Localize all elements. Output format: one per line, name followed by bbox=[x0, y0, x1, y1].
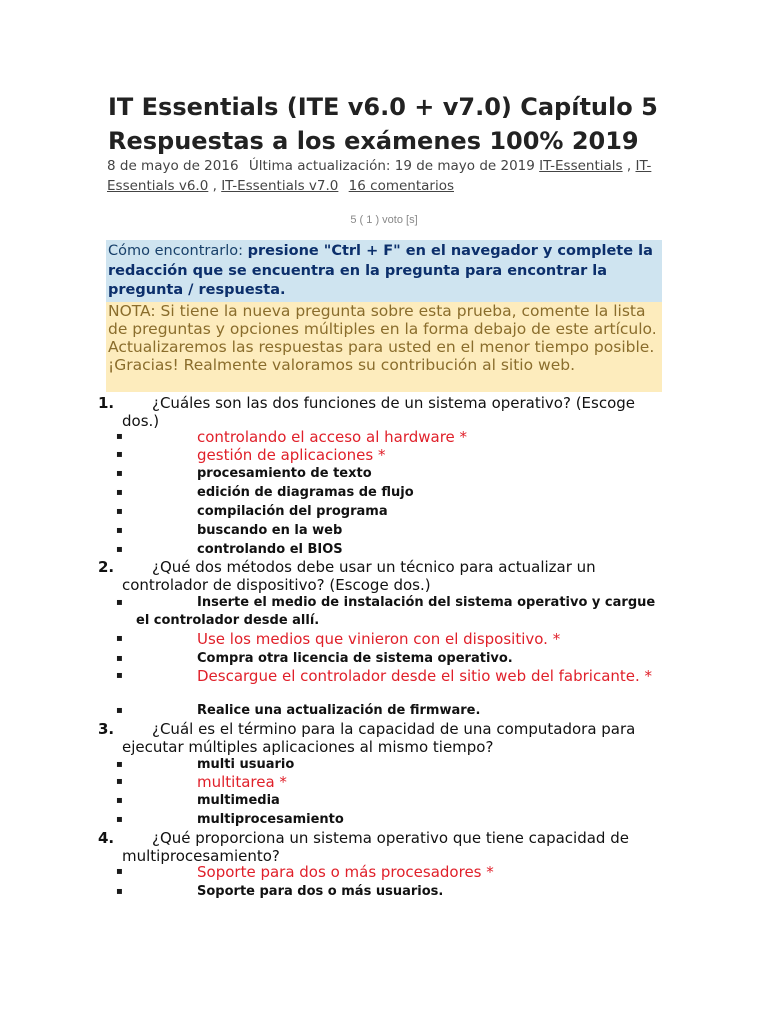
answer-option: ▪ Inserte el medio de instalación del sistema operativo y cargue el controlador desde allí. bbox=[116, 595, 656, 628]
find-instructions-text: presione "Ctrl + F" en el navegador y complete la redacción que se encuentra en la pregunta para encontrar la pregunta / respuesta. bbox=[108, 243, 653, 298]
category-link-it-essentials[interactable]: IT-Essentials bbox=[539, 158, 623, 174]
answer-option: ▪ Realice una actualización de firmware. bbox=[116, 703, 481, 718]
bullet-icon: ▪ bbox=[116, 431, 123, 442]
question-4 bbox=[98, 829, 658, 865]
answer-option: ▪ multiprocesamiento bbox=[116, 812, 344, 827]
question-3 bbox=[98, 720, 658, 756]
question-number: 3. bbox=[98, 720, 115, 738]
answer-option: ▪ buscando en la web bbox=[116, 523, 343, 538]
find-instructions-box bbox=[106, 240, 662, 302]
bullet-icon: ▪ bbox=[116, 653, 123, 664]
bullet-icon: ▪ bbox=[116, 705, 123, 716]
bullet-icon: ▪ bbox=[116, 886, 123, 897]
answer-option: ▪ Soporte para dos o más usuarios. bbox=[116, 884, 444, 899]
question-text: ¿Cuál es el término para la capacidad de una computadora para ejecutar múltiples aplicaciones al mismo tiempo? bbox=[122, 720, 636, 756]
answer-option: ▪ controlando el acceso al hardware * bbox=[116, 428, 468, 446]
answer-option: ▪ compilación del programa bbox=[116, 504, 388, 519]
bullet-icon: ▪ bbox=[116, 449, 123, 460]
note-box: NOTA: Si tiene la nueva pregunta sobre esta prueba, comente la lista de preguntas y opciones múltiples en la forma debajo de este artículo. Actualizaremos las respuestas para usted en el menor tiempo posible. ¡Gracias! Realmente valoramos su contribución al sitio web. bbox=[106, 302, 662, 392]
bullet-icon: ▪ bbox=[116, 759, 123, 770]
answer-option: ▪ procesamiento de texto bbox=[116, 466, 372, 481]
bullet-icon: ▪ bbox=[116, 525, 123, 536]
answer-option: ▪ multi usuario bbox=[116, 757, 295, 772]
bullet-icon: ▪ bbox=[116, 814, 123, 825]
article-meta: 8 de mayo de 2016 Última actualización: 19 de mayo de 2019 IT-Essentials , IT-Essentials v6.0 , IT-Essentials v7.0 16 comentarios bbox=[107, 158, 652, 194]
answer-option: ▪ Descargue el controlador desde el sitio web del fabricante. * bbox=[116, 667, 653, 685]
answer-option: ▪ edición de diagramas de flujo bbox=[116, 485, 414, 500]
question-number: 1. bbox=[98, 394, 115, 412]
answer-option: ▪ multitarea * bbox=[116, 773, 287, 791]
question-text: ¿Cuáles son las dos funciones de un sistema operativo? (Escoge dos.) bbox=[122, 394, 636, 430]
answer-option: ▪ Compra otra licencia de sistema operativo. bbox=[116, 651, 513, 666]
answer-option: ▪ multimedia bbox=[116, 793, 280, 808]
bullet-icon: ▪ bbox=[116, 633, 123, 644]
bullet-icon: ▪ bbox=[116, 776, 123, 787]
question-1 bbox=[98, 394, 658, 430]
find-instructions-lead: Cómo encontrarlo: bbox=[108, 243, 244, 259]
bullet-icon: ▪ bbox=[116, 866, 123, 877]
question-number: 2. bbox=[98, 558, 115, 576]
answer-option: ▪ gestión de aplicaciones * bbox=[116, 446, 386, 464]
question-number: 4. bbox=[98, 829, 115, 847]
answer-option: ▪ Soporte para dos o más procesadores * bbox=[116, 863, 494, 881]
bullet-icon: ▪ bbox=[116, 468, 123, 479]
comments-link[interactable]: 16 comentarios bbox=[348, 178, 454, 194]
answer-option: ▪ controlando el BIOS bbox=[116, 542, 343, 557]
category-link-v6[interactable]: IT-Essentials v6.0 bbox=[107, 158, 652, 194]
bullet-icon: ▪ bbox=[116, 670, 123, 681]
question-text: ¿Qué dos métodos debe usar un técnico para actualizar un controlador de dispositivo? (Escoge dos.) bbox=[122, 558, 596, 594]
bullet-icon: ▪ bbox=[116, 506, 123, 517]
bullet-icon: ▪ bbox=[116, 795, 123, 806]
article-title: IT Essentials (ITE v6.0 + v7.0) Capítulo 5 Respuestas a los exámenes 100% 2019 bbox=[108, 93, 658, 155]
vote-rating: 5 ( 1 ) voto [s] bbox=[350, 214, 418, 226]
question-text: ¿Qué proporciona un sistema operativo que tiene capacidad de multiprocesamiento? bbox=[122, 829, 629, 865]
bullet-icon: ▪ bbox=[116, 597, 123, 608]
answer-option: ▪ Use los medios que vinieron con el dispositivo. * bbox=[116, 630, 561, 648]
bullet-icon: ▪ bbox=[116, 487, 123, 498]
published-date: 8 de mayo de 2016 bbox=[107, 158, 239, 174]
category-link-v7[interactable]: IT-Essentials v7.0 bbox=[221, 178, 339, 194]
bullet-icon: ▪ bbox=[116, 544, 123, 555]
question-2 bbox=[98, 558, 658, 594]
updated-date: Última actualización: 19 de mayo de 2019 bbox=[248, 158, 535, 174]
